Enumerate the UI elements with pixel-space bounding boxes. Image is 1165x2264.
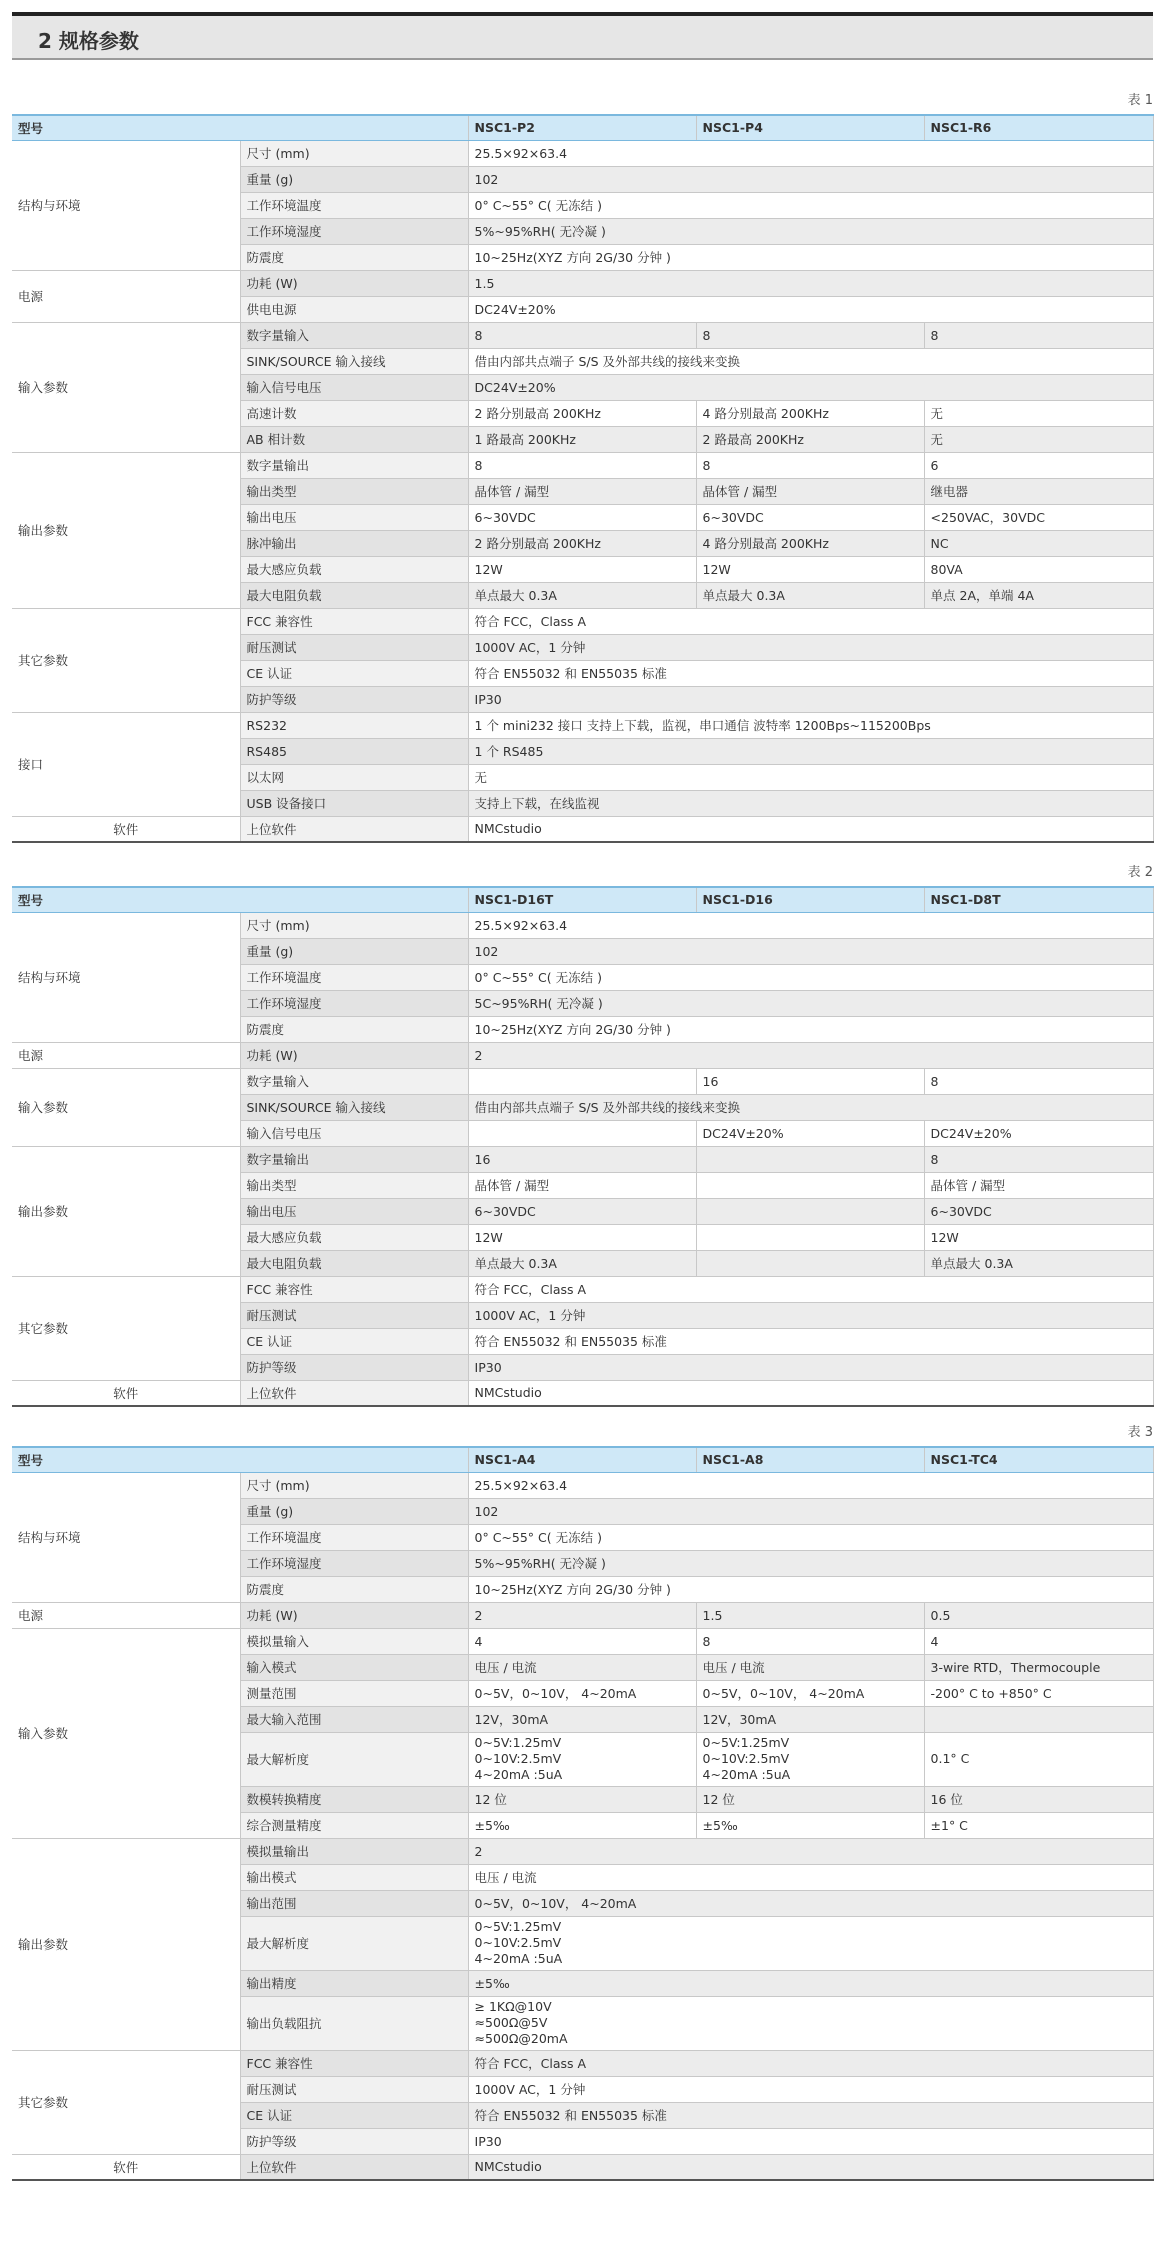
- param-name: 脉冲输出: [240, 530, 468, 556]
- param-value: 晶体管 / 漏型: [924, 1172, 1153, 1198]
- group-label: 软件: [12, 1380, 240, 1406]
- param-name: 数字量输出: [240, 1146, 468, 1172]
- header-model-name: NSC1-R6: [924, 115, 1153, 140]
- param-value: DC24V±20%: [468, 374, 1153, 400]
- param-value: 无: [924, 426, 1153, 452]
- section-title: 2 规格参数: [38, 29, 139, 53]
- param-name: 防护等级: [240, 1354, 468, 1380]
- param-value: DC24V±20%: [468, 296, 1153, 322]
- param-name: 输入模式: [240, 1654, 468, 1680]
- param-value: 80VA: [924, 556, 1153, 582]
- param-value: 0.1° C: [924, 1732, 1153, 1786]
- param-name: 数字量输入: [240, 1068, 468, 1094]
- param-value: 1.5: [696, 1602, 924, 1628]
- param-value: 8: [696, 452, 924, 478]
- table-row: [12, 2154, 1153, 2180]
- param-name: 最大感应负载: [240, 556, 468, 582]
- param-value: NMCstudio: [468, 2154, 1153, 2180]
- param-name: 最大电阻负载: [240, 582, 468, 608]
- param-value: 0~5V:1.25mV 0~10V:2.5mV 4~20mA :5uA: [696, 1732, 924, 1786]
- spec-table-2: [12, 886, 1154, 1407]
- param-value: 电压 / 电流: [468, 1864, 1153, 1890]
- header-model-label: 型号: [12, 115, 468, 140]
- table-row: [12, 712, 1153, 738]
- param-value: 晶体管 / 漏型: [468, 478, 696, 504]
- param-value: ±5‰: [468, 1812, 696, 1838]
- group-label: 软件: [12, 816, 240, 842]
- param-value: 6~30VDC: [924, 1198, 1153, 1224]
- table-3-label: 表 3: [1127, 1425, 1153, 1440]
- param-name: 防震度: [240, 1576, 468, 1602]
- param-value: 2 路最高 200KHz: [696, 426, 924, 452]
- param-name: 数模转换精度: [240, 1786, 468, 1812]
- table-row: [12, 1042, 1153, 1068]
- param-value: 6: [924, 452, 1153, 478]
- header-model-label: 型号: [12, 1447, 468, 1472]
- table-row: [12, 1472, 1153, 1498]
- param-value: [468, 1068, 696, 1094]
- group-label: 软件: [12, 2154, 240, 2180]
- param-name: 上位软件: [240, 1380, 468, 1406]
- param-name: 功耗 (W): [240, 1602, 468, 1628]
- param-name: 尺寸 (mm): [240, 912, 468, 938]
- param-value: 符合 EN55032 和 EN55035 标准: [468, 660, 1153, 686]
- param-value: 2: [468, 1838, 1153, 1864]
- param-value: 2 路分别最高 200KHz: [468, 530, 696, 556]
- param-value: 8: [696, 322, 924, 348]
- param-value: 6~30VDC: [696, 504, 924, 530]
- param-name: 工作环境湿度: [240, 218, 468, 244]
- param-value: 8: [924, 322, 1153, 348]
- param-name: 综合测量精度: [240, 1812, 468, 1838]
- param-value: -200° C to +850° C: [924, 1680, 1153, 1706]
- param-value: NMCstudio: [468, 816, 1153, 842]
- param-value: 8: [468, 322, 696, 348]
- param-value: 4 路分别最高 200KHz: [696, 530, 924, 556]
- param-value: 102: [468, 1498, 1153, 1524]
- param-name: 耐压测试: [240, 2076, 468, 2102]
- param-value: IP30: [468, 1354, 1153, 1380]
- group-label: 接口: [12, 712, 240, 816]
- param-name: 尺寸 (mm): [240, 140, 468, 166]
- param-name: 功耗 (W): [240, 1042, 468, 1068]
- param-name: 工作环境温度: [240, 1524, 468, 1550]
- table-row: [12, 608, 1153, 634]
- param-value: 1000V AC，1 分钟: [468, 634, 1153, 660]
- param-value: DC24V±20%: [924, 1120, 1153, 1146]
- param-name: CE 认证: [240, 1328, 468, 1354]
- param-value: 12V，30mA: [696, 1706, 924, 1732]
- header-model-name: NSC1-D16: [696, 887, 924, 912]
- param-value: 0~5V，0~10V， 4~20mA: [468, 1890, 1153, 1916]
- group-label: 结构与环境: [12, 1472, 240, 1602]
- param-value: 1 个 mini232 接口 支持上下载，监视，串口通信 波特率 1200Bps~115200Bps: [468, 712, 1153, 738]
- param-value: 0.5: [924, 1602, 1153, 1628]
- param-value: 10~25Hz(XYZ 方向 2G/30 分钟 ): [468, 244, 1153, 270]
- param-name: 模拟量输入: [240, 1628, 468, 1654]
- header-model-label: 型号: [12, 887, 468, 912]
- param-value: 10~25Hz(XYZ 方向 2G/30 分钟 ): [468, 1016, 1153, 1042]
- param-name: 工作环境温度: [240, 192, 468, 218]
- param-name: 输出模式: [240, 1864, 468, 1890]
- param-value: IP30: [468, 2128, 1153, 2154]
- param-name: 输出精度: [240, 1970, 468, 1996]
- param-name: 最大电阻负载: [240, 1250, 468, 1276]
- param-value: 16: [468, 1146, 696, 1172]
- param-name: SINK/SOURCE 输入接线: [240, 1094, 468, 1120]
- table-row: [12, 1276, 1153, 1302]
- param-value: 0~5V，0~10V， 4~20mA: [696, 1680, 924, 1706]
- param-value: DC24V±20%: [696, 1120, 924, 1146]
- header-model-name: NSC1-D16T: [468, 887, 696, 912]
- param-value: 5%~95%RH( 无冷凝 ): [468, 218, 1153, 244]
- param-value: 晶体管 / 漏型: [468, 1172, 696, 1198]
- param-value: 16 位: [924, 1786, 1153, 1812]
- param-name: 耐压测试: [240, 634, 468, 660]
- group-label: 输入参数: [12, 322, 240, 452]
- group-label: 其它参数: [12, 608, 240, 712]
- param-name: 耐压测试: [240, 1302, 468, 1328]
- param-name: CE 认证: [240, 2102, 468, 2128]
- param-name: SINK/SOURCE 输入接线: [240, 348, 468, 374]
- param-name: 输出范围: [240, 1890, 468, 1916]
- param-name: FCC 兼容性: [240, 1276, 468, 1302]
- group-label: 输入参数: [12, 1628, 240, 1838]
- group-label: 电源: [12, 1042, 240, 1068]
- section-header: [12, 12, 1153, 60]
- param-name: 输出负载阻抗: [240, 1996, 468, 2050]
- param-name: 输出电压: [240, 504, 468, 530]
- table-row: [12, 1602, 1153, 1628]
- param-value: [696, 1224, 924, 1250]
- param-value: 2: [468, 1602, 696, 1628]
- param-value: ±5‰: [696, 1812, 924, 1838]
- param-value: 0° C~55° C( 无冻结 ): [468, 192, 1153, 218]
- group-label: 电源: [12, 270, 240, 322]
- param-value: 5C~95%RH( 无冷凝 ): [468, 990, 1153, 1016]
- group-label: 输出参数: [12, 452, 240, 608]
- param-value: 3-wire RTD，Thermocouple: [924, 1654, 1153, 1680]
- group-label: 输出参数: [12, 1146, 240, 1276]
- param-name: 防护等级: [240, 2128, 468, 2154]
- spec-table-1: [12, 114, 1154, 843]
- group-label: 电源: [12, 1602, 240, 1628]
- param-name: 数字量输入: [240, 322, 468, 348]
- param-name: 高速计数: [240, 400, 468, 426]
- param-name: 输出类型: [240, 1172, 468, 1198]
- header-model-name: NSC1-A8: [696, 1447, 924, 1472]
- param-value: 单点最大 0.3A: [924, 1250, 1153, 1276]
- param-name: 输出类型: [240, 478, 468, 504]
- param-value: 102: [468, 166, 1153, 192]
- param-name: FCC 兼容性: [240, 608, 468, 634]
- param-value: 1000V AC，1 分钟: [468, 1302, 1153, 1328]
- param-name: RS485: [240, 738, 468, 764]
- param-value: 12W: [696, 556, 924, 582]
- param-name: 输入信号电压: [240, 1120, 468, 1146]
- param-name: 上位软件: [240, 2154, 468, 2180]
- param-name: 尺寸 (mm): [240, 1472, 468, 1498]
- group-label: 输入参数: [12, 1068, 240, 1146]
- param-value: 5%~95%RH( 无冷凝 ): [468, 1550, 1153, 1576]
- table-row: [12, 1068, 1153, 1094]
- param-name: 防护等级: [240, 686, 468, 712]
- param-value: 符合 FCC，Class A: [468, 2050, 1153, 2076]
- param-value: 8: [924, 1146, 1153, 1172]
- param-name: 工作环境湿度: [240, 990, 468, 1016]
- param-name: 以太网: [240, 764, 468, 790]
- param-name: 模拟量输出: [240, 1838, 468, 1864]
- header-model-name: NSC1-A4: [468, 1447, 696, 1472]
- param-value: 4: [924, 1628, 1153, 1654]
- table-row: [12, 1380, 1153, 1406]
- param-value: 0° C~55° C( 无冻结 ): [468, 1524, 1153, 1550]
- param-value: 0~5V，0~10V， 4~20mA: [468, 1680, 696, 1706]
- param-value: 12 位: [468, 1786, 696, 1812]
- param-value: 支持上下载，在线监视: [468, 790, 1153, 816]
- param-value: IP30: [468, 686, 1153, 712]
- param-name: 数字量输出: [240, 452, 468, 478]
- param-value: 借由内部共点端子 S/S 及外部共线的接线来变换: [468, 348, 1153, 374]
- param-value: 1 路最高 200KHz: [468, 426, 696, 452]
- header-model-name: NSC1-TC4: [924, 1447, 1153, 1472]
- param-value: 2 路分别最高 200KHz: [468, 400, 696, 426]
- param-value: 12W: [468, 556, 696, 582]
- param-value: [696, 1172, 924, 1198]
- param-name: 工作环境温度: [240, 964, 468, 990]
- table-row: [12, 140, 1153, 166]
- param-value: 8: [924, 1068, 1153, 1094]
- table-row: [12, 1838, 1153, 1864]
- param-value: 符合 FCC，Class A: [468, 608, 1153, 634]
- param-value: 借由内部共点端子 S/S 及外部共线的接线来变换: [468, 1094, 1153, 1120]
- param-value: NMCstudio: [468, 1380, 1153, 1406]
- param-value: 1000V AC，1 分钟: [468, 2076, 1153, 2102]
- param-value: NC: [924, 530, 1153, 556]
- spec-table-3: [12, 1446, 1154, 2181]
- param-value: 2: [468, 1042, 1153, 1068]
- param-value: 12W: [924, 1224, 1153, 1250]
- param-value: [696, 1250, 924, 1276]
- param-name: USB 设备接口: [240, 790, 468, 816]
- param-value: ±5‰: [468, 1970, 1153, 1996]
- param-value: 单点 2A，单端 4A: [924, 582, 1153, 608]
- group-label: 其它参数: [12, 2050, 240, 2154]
- param-name: CE 认证: [240, 660, 468, 686]
- group-label: 结构与环境: [12, 140, 240, 270]
- param-name: 工作环境湿度: [240, 1550, 468, 1576]
- param-name: 输出电压: [240, 1198, 468, 1224]
- param-name: 功耗 (W): [240, 270, 468, 296]
- param-value: [924, 1706, 1153, 1732]
- param-value: 25.5×92×63.4: [468, 140, 1153, 166]
- header-model-name: NSC1-P2: [468, 115, 696, 140]
- param-value: 12V，30mA: [468, 1706, 696, 1732]
- table-row: [12, 452, 1153, 478]
- param-value: 25.5×92×63.4: [468, 1472, 1153, 1498]
- param-value: [696, 1146, 924, 1172]
- param-value: 1 个 RS485: [468, 738, 1153, 764]
- param-value: 符合 FCC，Class A: [468, 1276, 1153, 1302]
- param-value: 符合 EN55032 和 EN55035 标准: [468, 2102, 1153, 2128]
- param-value: 6~30VDC: [468, 1198, 696, 1224]
- param-name: 上位软件: [240, 816, 468, 842]
- param-name: FCC 兼容性: [240, 2050, 468, 2076]
- table-row: [12, 322, 1153, 348]
- param-value: 继电器: [924, 478, 1153, 504]
- param-name: 防震度: [240, 244, 468, 270]
- param-value: 单点最大 0.3A: [696, 582, 924, 608]
- table-row: [12, 1628, 1153, 1654]
- group-label: 输出参数: [12, 1838, 240, 2050]
- param-name: 输入信号电压: [240, 374, 468, 400]
- param-value: 12 位: [696, 1786, 924, 1812]
- param-value: 16: [696, 1068, 924, 1094]
- param-value: 0~5V:1.25mV 0~10V:2.5mV 4~20mA :5uA: [468, 1732, 696, 1786]
- param-value: 1.5: [468, 270, 1153, 296]
- param-value: 4: [468, 1628, 696, 1654]
- param-name: 最大输入范围: [240, 1706, 468, 1732]
- param-value: 10~25Hz(XYZ 方向 2G/30 分钟 ): [468, 1576, 1153, 1602]
- param-value: 6~30VDC: [468, 504, 696, 530]
- param-value: ≥ 1KΩ@10V ≈500Ω@5V ≈500Ω@20mA: [468, 1996, 1153, 2050]
- table-header-row: [12, 115, 1153, 140]
- param-name: 最大解析度: [240, 1732, 468, 1786]
- table-row: [12, 1146, 1153, 1172]
- param-value: 8: [468, 452, 696, 478]
- table-2-label: 表 2: [1127, 865, 1153, 880]
- param-name: 重量 (g): [240, 166, 468, 192]
- param-value: 0~5V:1.25mV 0~10V:2.5mV 4~20mA :5uA: [468, 1916, 1153, 1970]
- param-value: 25.5×92×63.4: [468, 912, 1153, 938]
- param-value: 单点最大 0.3A: [468, 1250, 696, 1276]
- param-value: <250VAC，30VDC: [924, 504, 1153, 530]
- param-name: 重量 (g): [240, 1498, 468, 1524]
- param-value: 无: [468, 764, 1153, 790]
- table-row: [12, 270, 1153, 296]
- param-name: 最大解析度: [240, 1916, 468, 1970]
- table-header-row: [12, 887, 1153, 912]
- param-value: 电压 / 电流: [696, 1654, 924, 1680]
- param-value: 8: [696, 1628, 924, 1654]
- param-value: 12W: [468, 1224, 696, 1250]
- table-row: [12, 912, 1153, 938]
- table-1-label: 表 1: [1127, 93, 1153, 108]
- param-value: 无: [924, 400, 1153, 426]
- param-value: [696, 1198, 924, 1224]
- header-model-name: NSC1-D8T: [924, 887, 1153, 912]
- param-value: 102: [468, 938, 1153, 964]
- param-value: 晶体管 / 漏型: [696, 478, 924, 504]
- param-value: 单点最大 0.3A: [468, 582, 696, 608]
- table-header-row: [12, 1447, 1153, 1472]
- group-label: 结构与环境: [12, 912, 240, 1042]
- param-name: 供电电源: [240, 296, 468, 322]
- param-name: 重量 (g): [240, 938, 468, 964]
- param-value: 4 路分别最高 200KHz: [696, 400, 924, 426]
- param-name: RS232: [240, 712, 468, 738]
- param-name: 最大感应负载: [240, 1224, 468, 1250]
- param-value: ±1° C: [924, 1812, 1153, 1838]
- param-name: 防震度: [240, 1016, 468, 1042]
- table-row: [12, 2050, 1153, 2076]
- param-value: [468, 1120, 696, 1146]
- param-value: 0° C~55° C( 无冻结 ): [468, 964, 1153, 990]
- header-model-name: NSC1-P4: [696, 115, 924, 140]
- param-value: 电压 / 电流: [468, 1654, 696, 1680]
- param-value: 符合 EN55032 和 EN55035 标准: [468, 1328, 1153, 1354]
- param-name: 测量范围: [240, 1680, 468, 1706]
- param-name: AB 相计数: [240, 426, 468, 452]
- group-label: 其它参数: [12, 1276, 240, 1380]
- table-row: [12, 816, 1153, 842]
